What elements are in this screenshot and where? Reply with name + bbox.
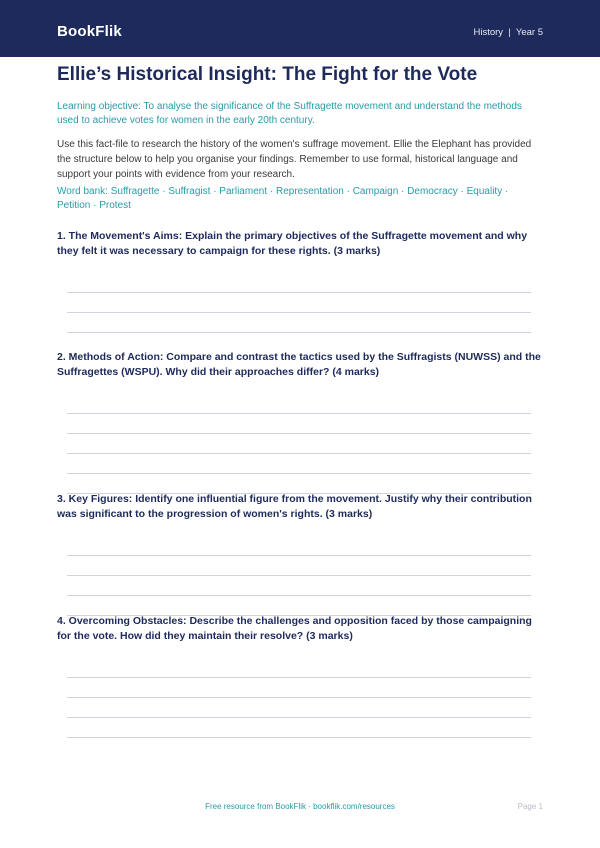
word-bank: Word bank: Suffragette · Suffragist · Parliament · Representation · Campaign · Democracy · Equality · Petition · Protest [57, 186, 509, 211]
page-title: Ellie’s Historical Insight: The Fight for the Vote [57, 64, 478, 85]
brand-logo: BookFlik [57, 23, 122, 40]
answer-line[interactable] [67, 312, 531, 313]
page-header [0, 0, 600, 57]
answer-line[interactable] [67, 737, 531, 738]
answer-line[interactable] [67, 697, 531, 698]
answer-line[interactable] [67, 413, 531, 414]
answer-line[interactable] [67, 292, 531, 293]
intro-paragraph: Use this fact-file to research the history of the women's suffrage movement. Ellie the Elephant has provided the structure below to help you organise your findings. Remember to use formal, historical language and support your points with evidence from your research. [57, 139, 532, 180]
page-number: Page 1 [517, 802, 543, 811]
answer-line[interactable] [67, 433, 531, 434]
answer-line[interactable] [67, 473, 531, 474]
answer-line[interactable] [67, 453, 531, 454]
footer-credit[interactable]: Free resource from BookFlik · bookflik.com/resources [205, 802, 395, 811]
answer-line[interactable] [67, 575, 531, 576]
answer-line[interactable] [67, 677, 531, 678]
answer-line[interactable] [67, 717, 531, 718]
subject-year-label: History | Year 5 [473, 27, 543, 38]
question-4: 4. Overcoming Obstacles: Describe the challenges and opposition faced by those campaigning for the vote. How did they maintain their resolve? (3 marks) [57, 615, 532, 642]
question-1: 1. The Movement's Aims: Explain the primary objectives of the Suffragette movement and why they felt it was necessary to campaign for these rights. (3 marks) [57, 230, 528, 257]
answer-line[interactable] [67, 332, 531, 333]
learning-objective: Learning objective: To analyse the significance of the Suffragette movement and understand the methods used to achieve votes for women in the early 20th century. [57, 101, 522, 126]
answer-line[interactable] [67, 555, 531, 556]
answer-line[interactable] [67, 595, 531, 596]
question-2: 2. Methods of Action: Compare and contrast the tactics used by the Suffragists (NUWSS) and the Suffragettes (WSPU). Why did their approaches differ? (4 marks) [57, 351, 541, 378]
question-3: 3. Key Figures: Identify one influential figure from the movement. Justify why their contribution was significant to the progression of women's rights. (3 marks) [57, 493, 532, 520]
